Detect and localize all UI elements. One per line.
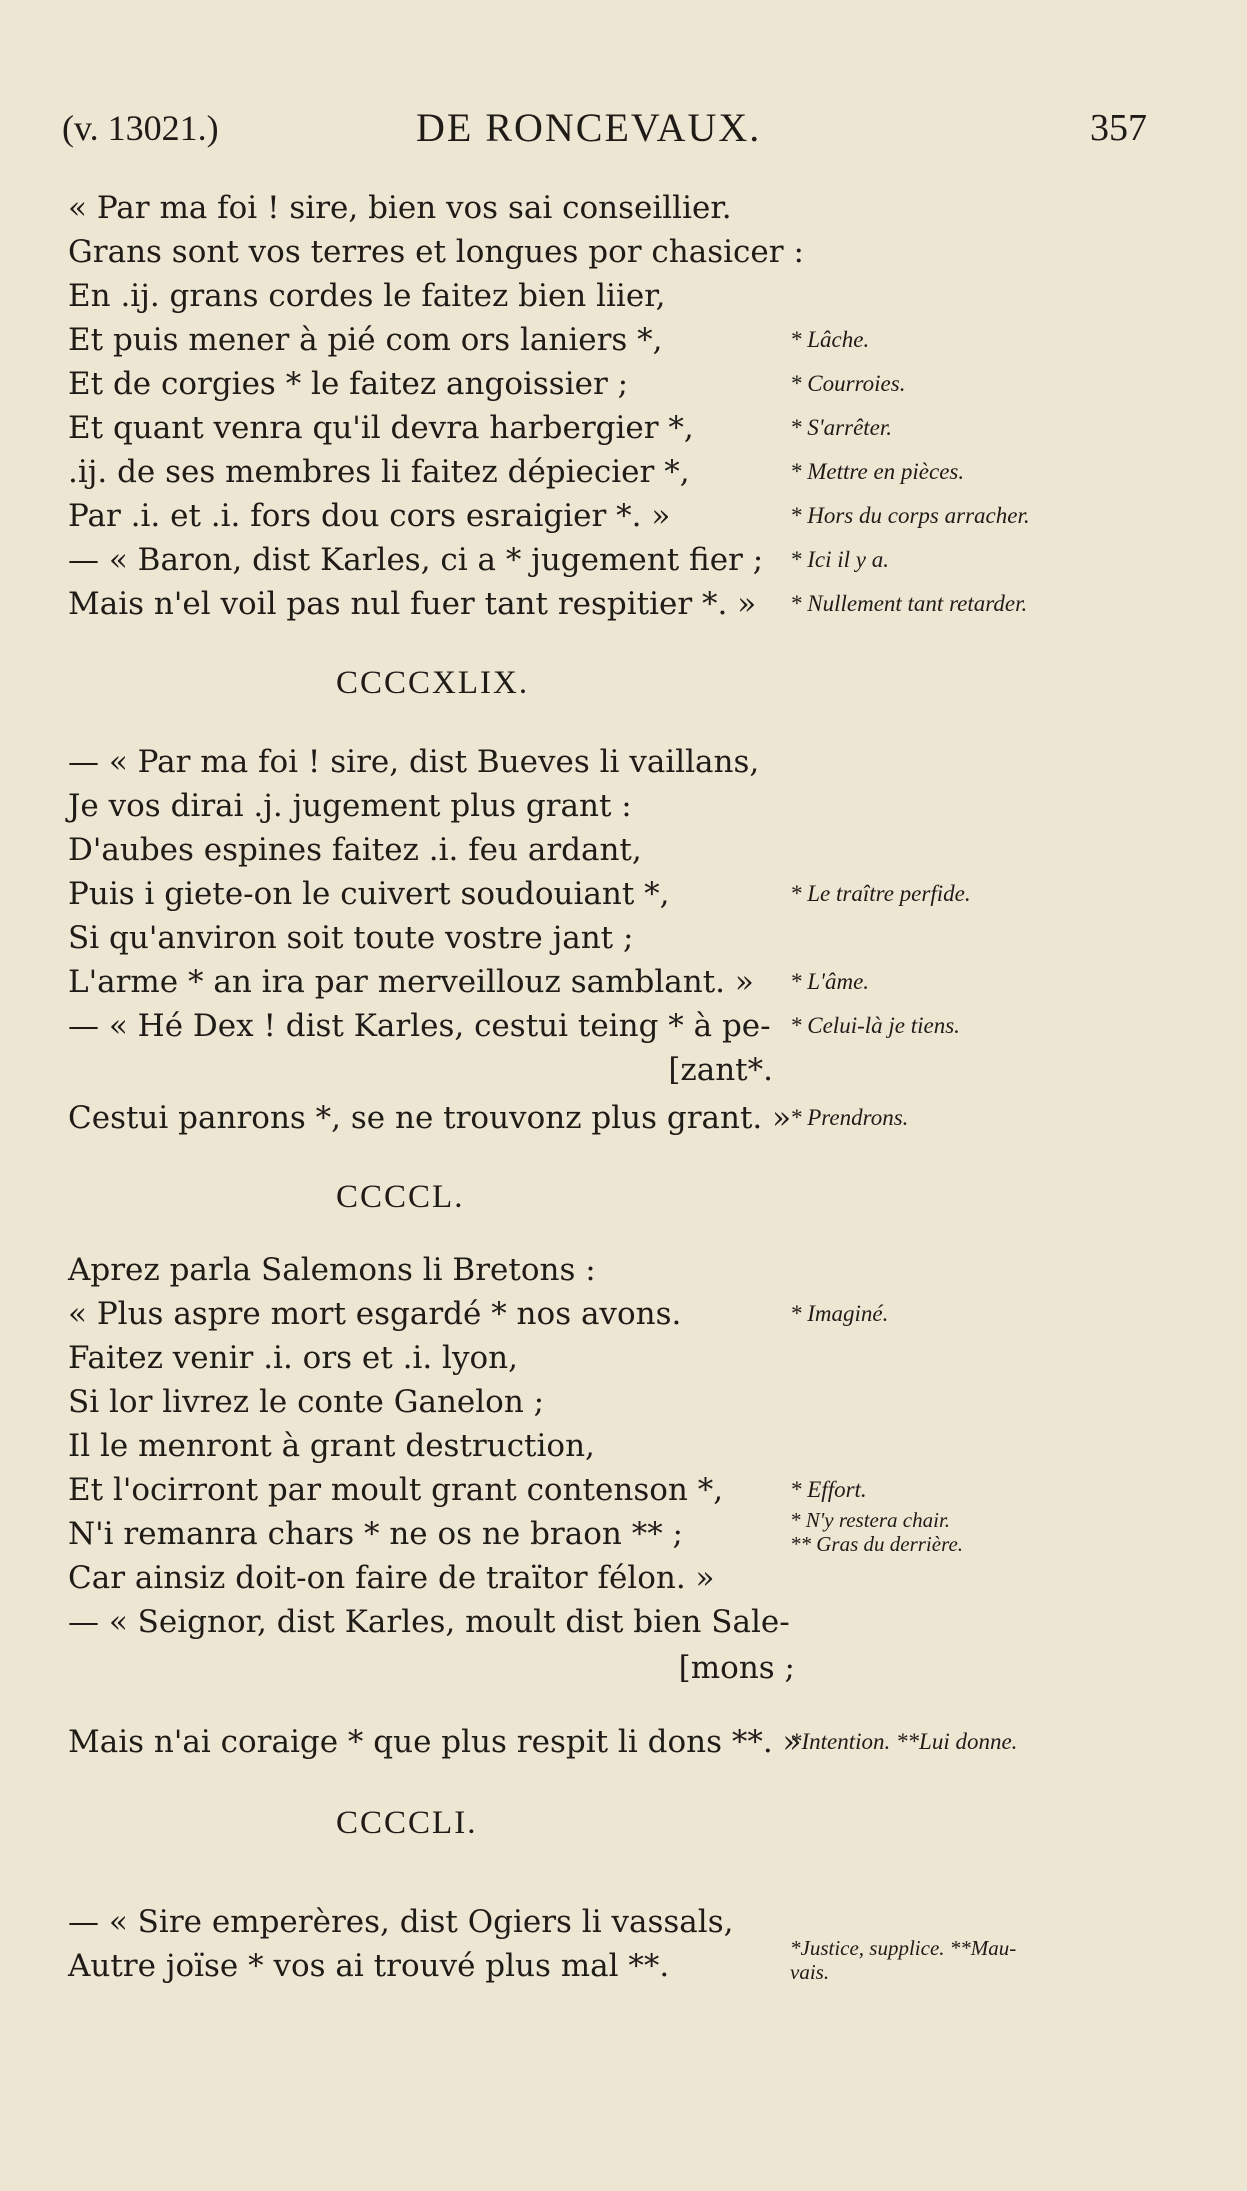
verse-line: Si lor livrez le conte Ganelon ; [68, 1384, 545, 1420]
gloss-note: *Justice, supplice. **Mau- [790, 1936, 1017, 1960]
gloss-note: * Courroies. [790, 371, 906, 396]
verse-line: Puis i giete-on le cuivert soudouiant *, [68, 876, 670, 912]
verse-line: Je vos dirai .j. jugement plus grant : [68, 788, 632, 824]
verse-line: L'arme * an ira par merveillouz samblant. » [68, 964, 754, 1000]
gloss-note: * Ici il y a. [790, 547, 889, 572]
gloss-note: * Celui-là je tiens. [790, 1013, 960, 1038]
stanza-heading: CCCCLI. [336, 1805, 478, 1841]
verse-line: N'i remanra chars * ne os ne braon ** ; [68, 1516, 684, 1552]
gloss-note: vais. [790, 1960, 830, 1984]
gloss-note: * S'arrêter. [790, 415, 893, 440]
verse-line: Car ainsiz doit-on faire de traïtor félon. » [68, 1560, 715, 1596]
verse-line: — « Seignor, dist Karles, moult dist bien Sale- [68, 1604, 790, 1640]
verse-line: Et quant venra qu'il devra harbergier *, [68, 410, 694, 446]
verse-line: — « Par ma foi ! sire, dist Bueves li vaillans, [68, 744, 760, 780]
gloss-note: * Prendrons. [790, 1105, 909, 1130]
verse-line: Si qu'anviron soit toute vostre jant ; [68, 920, 634, 956]
stanza-heading: CCCCXLIX. [336, 665, 530, 701]
gloss-note: * L'âme. [790, 969, 870, 994]
gloss-note: * Le traître perfide. [790, 881, 971, 906]
verse-line: Il le menront à grant destruction, [68, 1428, 595, 1464]
gloss-note: *Intention. **Lui donne. [790, 1729, 1018, 1754]
verse-line: Faitez venir .i. ors et .i. lyon, [68, 1340, 518, 1376]
verse-line: — « Baron, dist Karles, ci a * jugement fier ; [68, 542, 764, 578]
gloss-note: * Hors du corps arracher. [790, 503, 1030, 528]
gloss-note: * Nullement tant retarder. [790, 591, 1028, 616]
verse-line-continuation: [zant*. [668, 1052, 773, 1088]
verse-line: En .ij. grans cordes le faitez bien liier, [68, 278, 666, 314]
verse-line: Et de corgies * le faitez angoissier ; [68, 366, 629, 402]
verse-line: .ij. de ses membres li faitez dépiecier *, [68, 454, 690, 490]
running-head-title: DE RONCEVAUX. [416, 105, 762, 150]
verse-line: Mais n'el voil pas nul fuer tant respitier *. » [68, 586, 757, 622]
gloss-note: ** Gras du derrière. [790, 1532, 964, 1556]
gloss-note: * Lâche. [790, 327, 870, 352]
gloss-note: * Effort. [790, 1477, 867, 1502]
verse-line: Cestui panrons *, se ne trouvonz plus grant. » [68, 1100, 792, 1136]
verse-line: Autre joïse * vos ai trouvé plus mal **. [68, 1948, 670, 1984]
verse-line: « Plus aspre mort esgardé * nos avons. [68, 1296, 682, 1332]
running-head-verse-number: (v. 13021.) [62, 108, 219, 148]
verse-line: Par .i. et .i. fors dou cors esraigier *. » [68, 498, 671, 534]
verse-line: Mais n'ai coraige * que plus respit li dons **. » [68, 1724, 802, 1760]
gloss-note: * Mettre en pièces. [790, 459, 965, 484]
verse-line-continuation: [mons ; [678, 1650, 795, 1686]
verse-line: — « Hé Dex ! dist Karles, cestui teing * à pe- [68, 1008, 771, 1044]
verse-line: D'aubes espines faitez .i. feu ardant, [68, 832, 642, 868]
verse-line: « Par ma foi ! sire, bien vos sai conseillier. [68, 190, 732, 226]
gloss-note: * Imaginé. [790, 1301, 889, 1326]
gloss-note: * N'y restera chair. [790, 1508, 951, 1532]
verse-line: Et l'ocirront par moult grant contenson *, [68, 1472, 724, 1508]
verse-line: Grans sont vos terres et longues por chasicer : [68, 234, 804, 270]
stanza-heading: CCCCL. [336, 1179, 465, 1215]
verse-line: Aprez parla Salemons li Bretons : [68, 1252, 596, 1288]
verse-line: — « Sire emperères, dist Ogiers li vassals, [68, 1904, 734, 1940]
page-number: 357 [1090, 107, 1147, 149]
verse-line: Et puis mener à pié com ors laniers *, [68, 322, 663, 358]
